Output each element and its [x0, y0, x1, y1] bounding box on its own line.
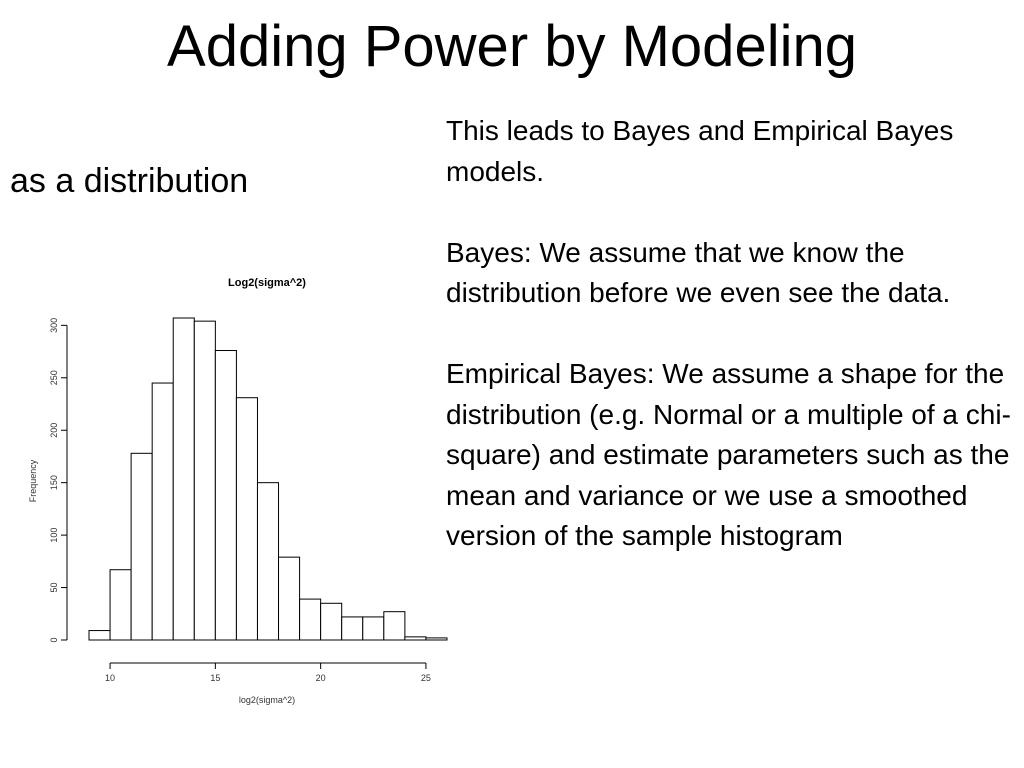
histogram-bar: [279, 557, 300, 640]
x-tick-label: 15: [210, 673, 221, 683]
y-tick-label: 250: [49, 370, 59, 386]
y-tick-label: 300: [49, 317, 59, 333]
histogram-svg: [0, 260, 450, 720]
histogram-bar: [110, 570, 131, 640]
paragraph-empirical-bayes: Empirical Bayes: We assume a shape for the distribution (e.g. Normal or a multiple of a chi-square) and estimate parameters such as the mean and variance or we use a smoothed version of the sample histogram: [446, 358, 1011, 551]
slide-title: Adding Power by Modeling: [167, 14, 857, 79]
x-axis: [105, 663, 431, 683]
histogram-bar: [236, 398, 257, 640]
paragraph-intro: This leads to Bayes and Empirical Bayes models.: [446, 115, 954, 187]
left-caption: as a distribution: [10, 162, 249, 200]
histogram-bar: [300, 599, 321, 640]
histogram-bar: [342, 617, 363, 640]
y-tick-label: 50: [49, 582, 59, 593]
histogram-bars: [89, 318, 447, 640]
body-text: [446, 111, 1016, 597]
y-tick-label: 0: [49, 637, 59, 643]
histogram-bar: [257, 483, 278, 640]
histogram-bar: [89, 631, 110, 640]
histogram-bar: [405, 637, 426, 640]
x-tick-label: 10: [105, 673, 116, 683]
histogram-bar: [321, 603, 342, 640]
histogram-bar: [173, 318, 194, 640]
y-tick-label: 200: [49, 422, 59, 438]
histogram-bar: [152, 383, 173, 640]
histogram-bar: [363, 617, 384, 640]
histogram-bar: [194, 321, 215, 640]
y-tick-label: 150: [49, 475, 59, 491]
histogram-chart: [0, 260, 450, 720]
histogram-bar: [131, 453, 152, 640]
x-tick-label: 20: [315, 673, 326, 683]
y-axis-label: Frequency: [28, 459, 38, 503]
x-tick-label: 25: [420, 673, 431, 683]
y-tick-label: 100: [49, 527, 59, 543]
x-axis-label: log2(sigma^2): [238, 695, 296, 705]
paragraph-bayes: Bayes: We assume that we know the distribution before we even see the data.: [446, 236, 951, 308]
histogram-bar: [384, 612, 405, 640]
histogram-bar: [426, 638, 447, 640]
chart-title: Log2(sigma^2): [228, 277, 306, 289]
y-axis: [49, 318, 67, 643]
histogram-bar: [215, 351, 236, 640]
